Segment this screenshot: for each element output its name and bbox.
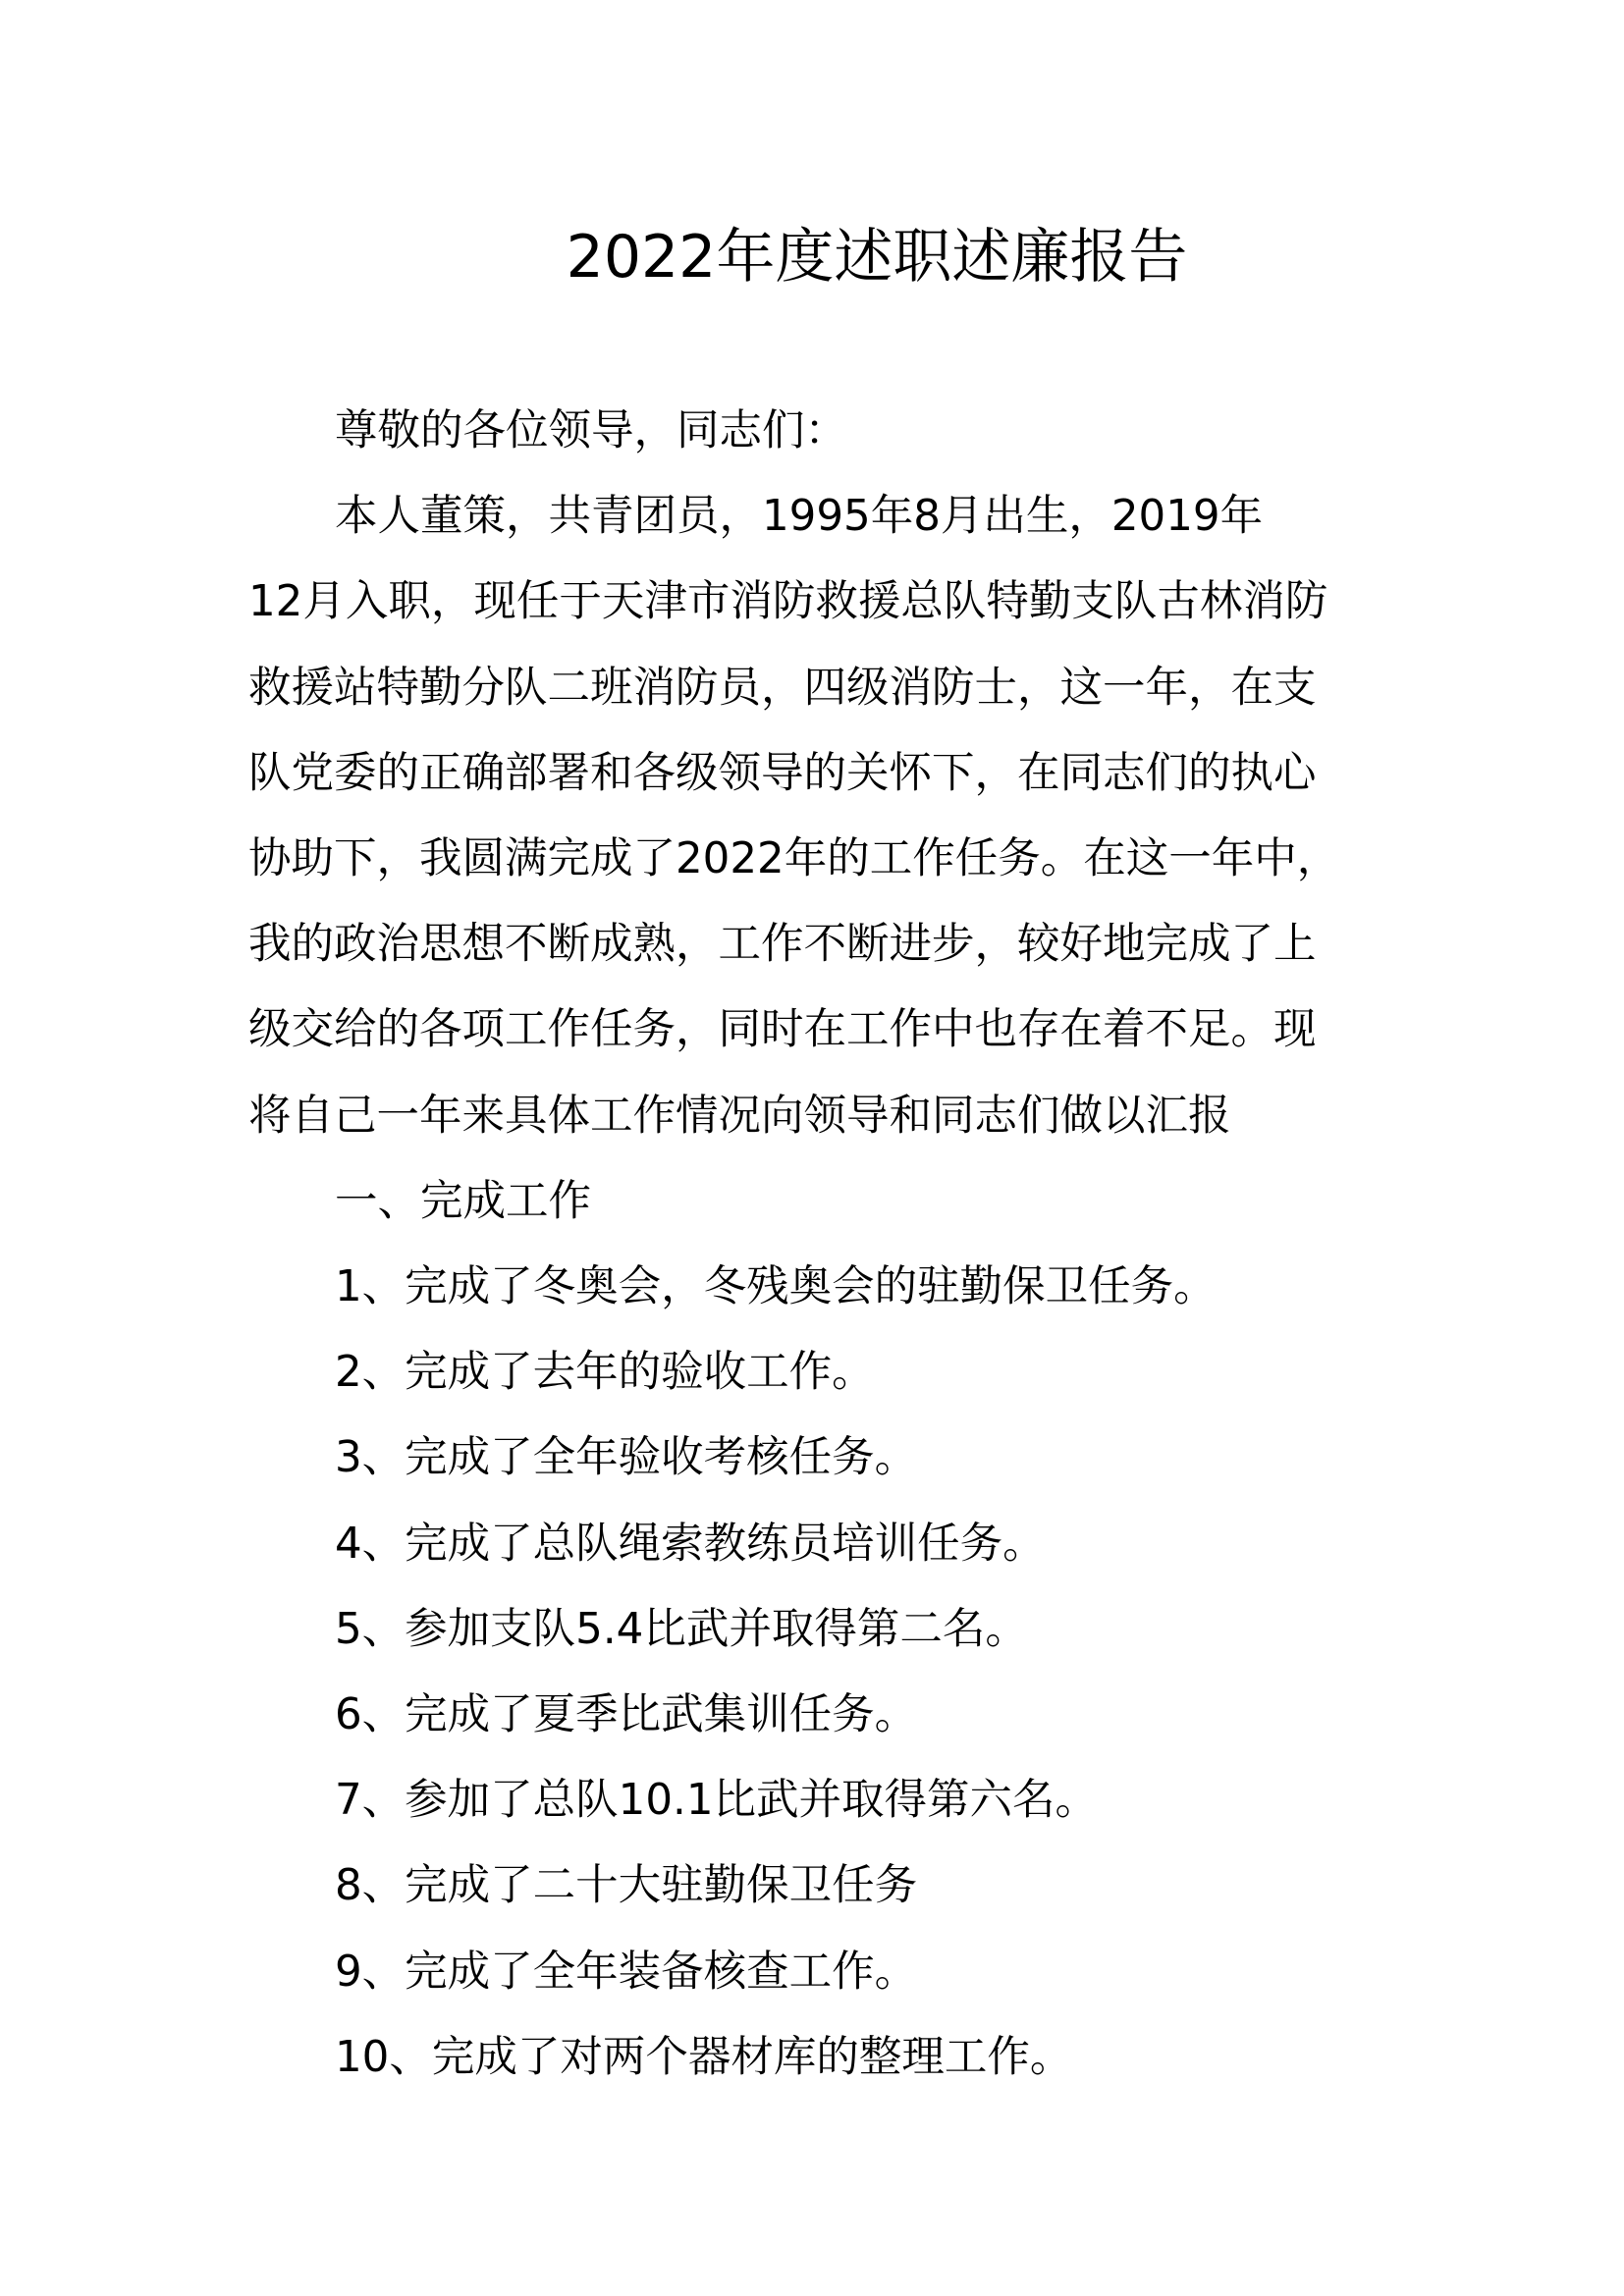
list-item: 10、完成了对两个器材库的整理工作。	[335, 2032, 1073, 2082]
list-item: 4、完成了总队绳索教练员培训任务。	[335, 1519, 1046, 1569]
intro-line: 级交给的各项工作任务，同时在工作中也存在着不足。现	[248, 1005, 1317, 1055]
section-heading: 一、完成工作	[335, 1176, 591, 1226]
intro-line: 12月入职，现任于天津市消防救援总队特勤支队古林消防	[248, 577, 1328, 627]
intro-line: 救援站特勤分队二班消防员，四级消防士，这一年，在支	[248, 663, 1317, 713]
list-item: 7、参加了总队10.1比武并取得第六名。	[335, 1776, 1099, 1826]
list-item: 3、完成了全年验收考核任务。	[335, 1433, 918, 1483]
list-item: 2、完成了去年的验收工作。	[335, 1348, 875, 1398]
list-item: 8、完成了二十大驻勤保卫任务	[335, 1861, 918, 1911]
intro-line: 本人董策，共青团员，1995年8月出生，2019年	[335, 492, 1264, 542]
list-item: 9、完成了全年装备核查工作。	[335, 1947, 918, 1997]
intro-line: 我的政治思想不断成熟，工作不断进步，较好地完成了上	[248, 920, 1317, 970]
document-body	[248, 389, 1368, 2101]
intro-line: 将自己一年来具体工作情况向领导和同志们做以汇报	[248, 1091, 1231, 1141]
intro-paragraph	[248, 474, 1368, 1159]
list-item: 5、参加支队5.4比武并取得第二名。	[335, 1604, 1028, 1654]
intro-line: 队党委的正确部署和各级领导的关怀下，在同志们的执心	[248, 748, 1317, 798]
document-title: 2022年度述职述廉报告	[566, 223, 1188, 292]
completed-items-list	[248, 1245, 1368, 2101]
list-item: 6、完成了夏季比武集训任务。	[335, 1690, 918, 1740]
list-item: 1、完成了冬奥会，冬残奥会的驻勤保卫任务。	[335, 1262, 1217, 1312]
intro-line: 协助下，我圆满完成了2022年的工作任务。在这一年中，	[248, 834, 1340, 884]
salutation: 尊敬的各位领导，同志们：	[335, 406, 847, 455]
